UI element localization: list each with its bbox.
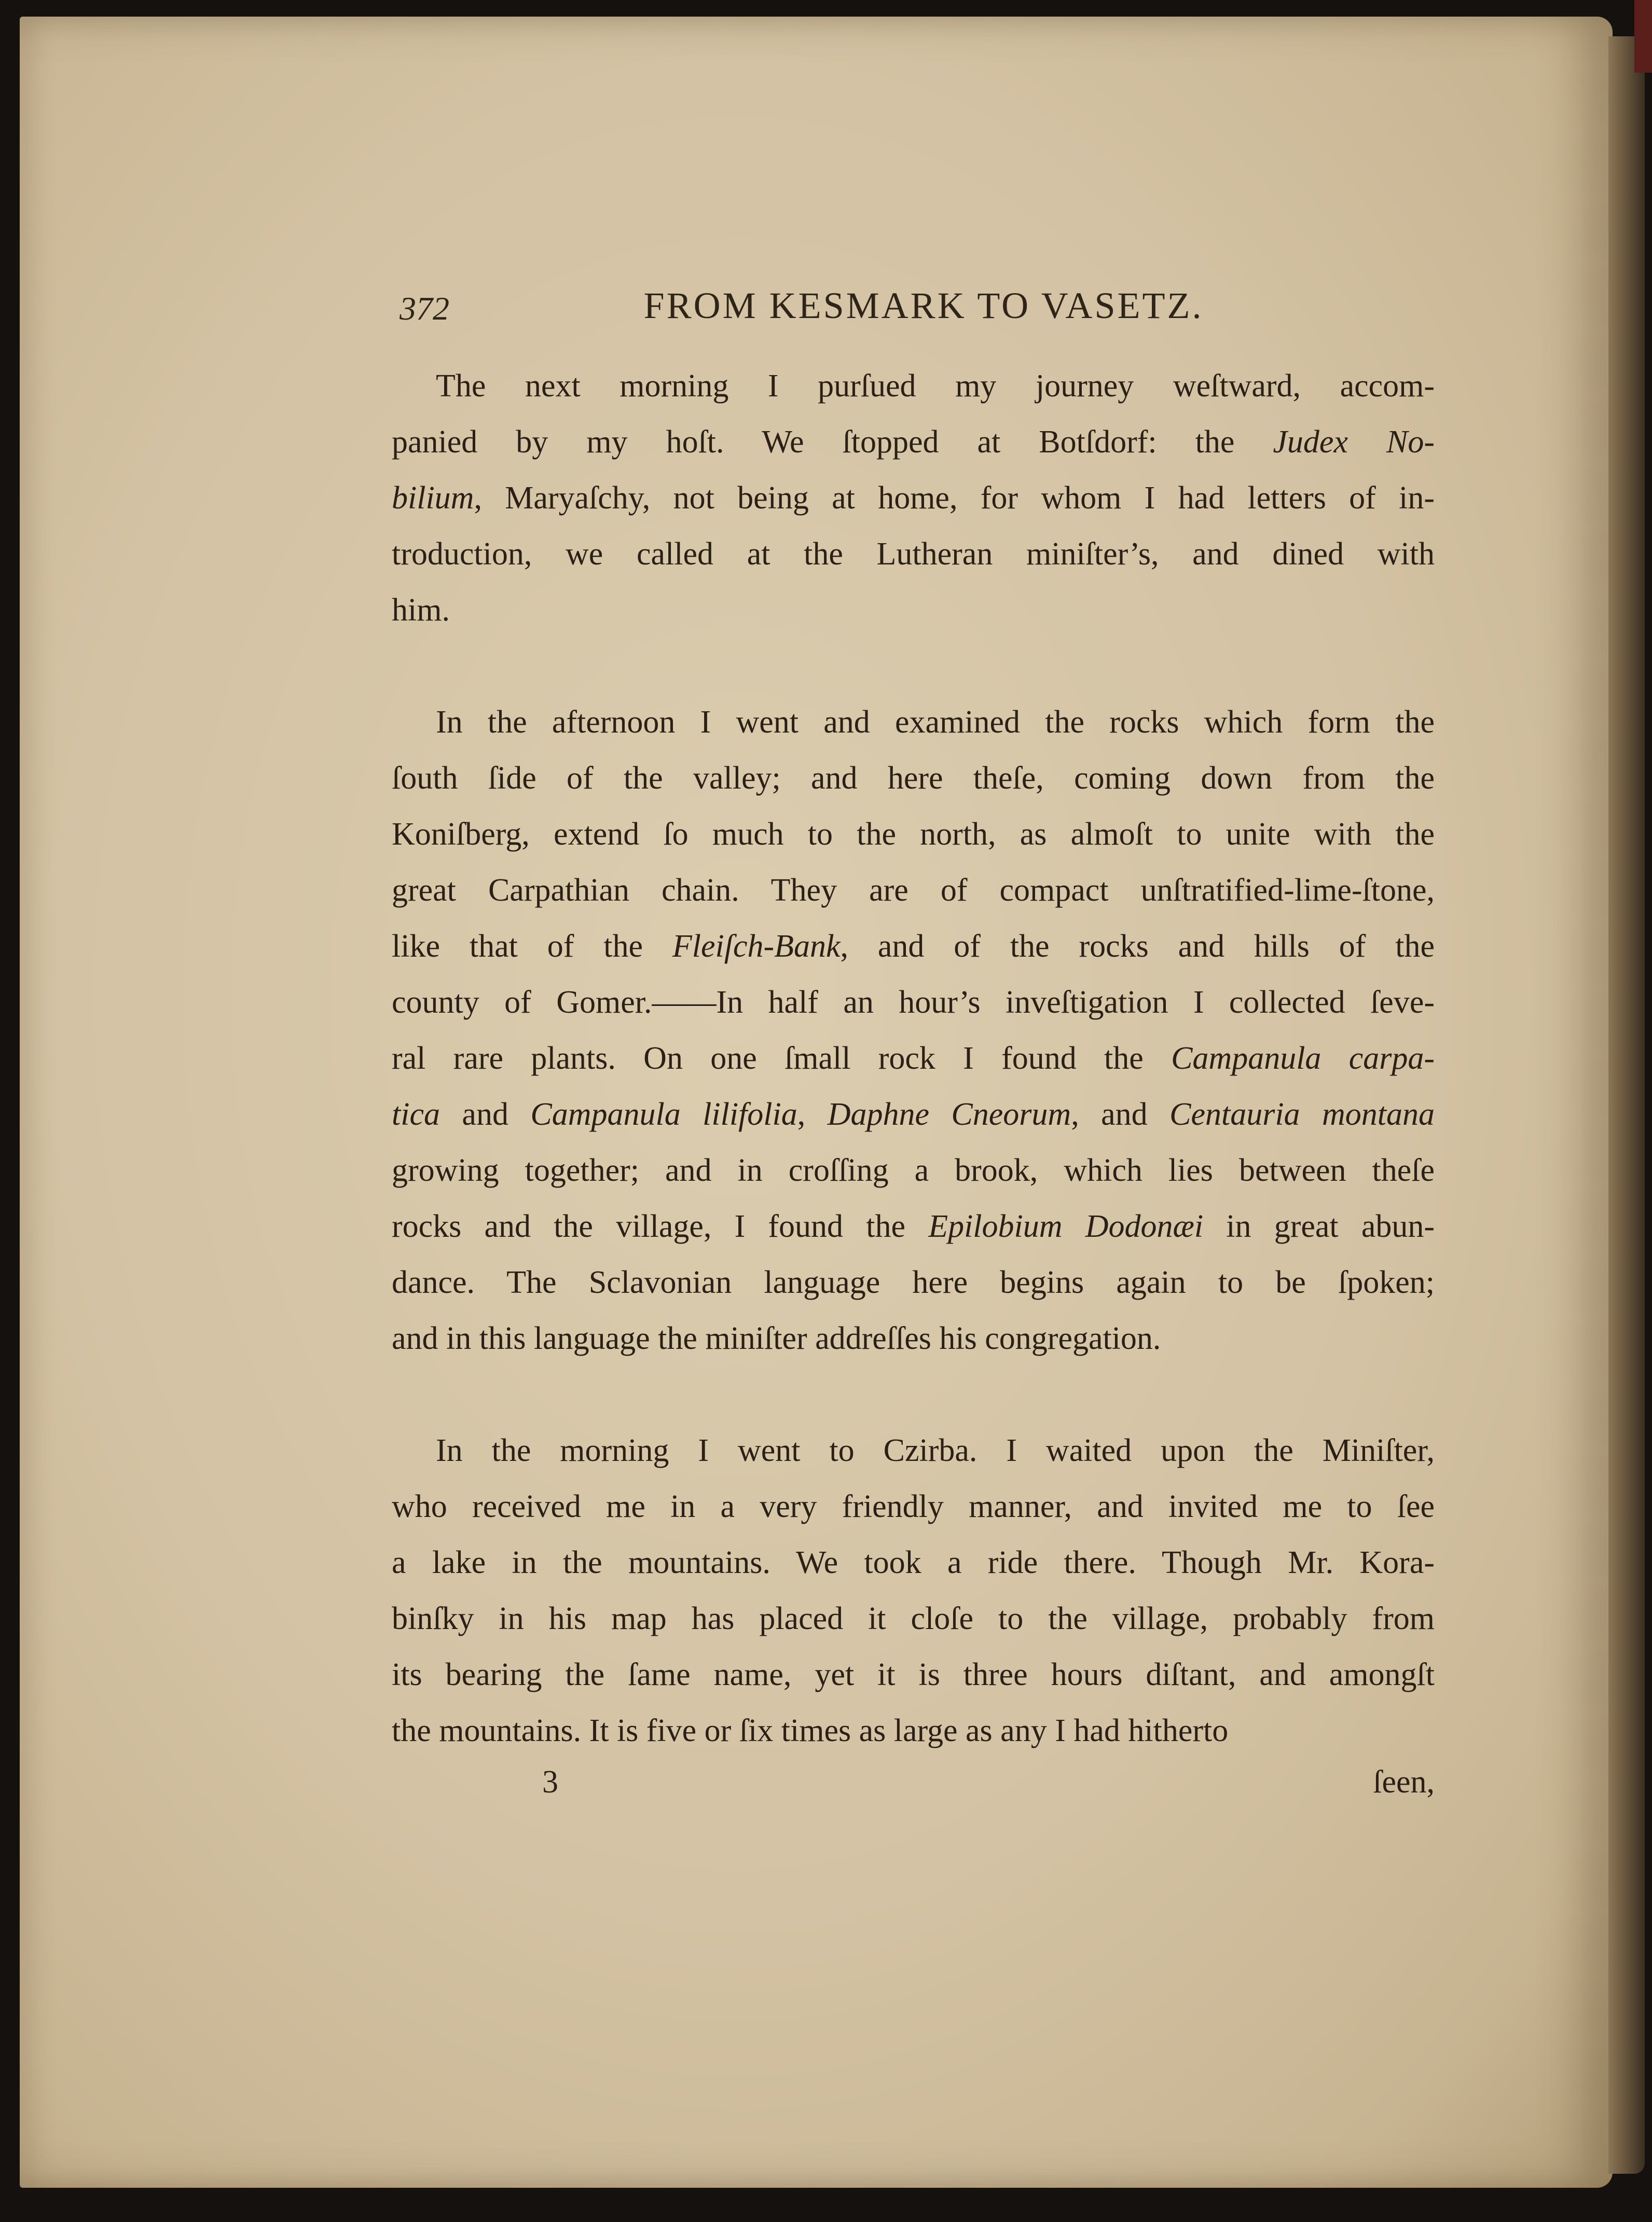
paragraph — [392, 358, 1435, 638]
italic-text: Centauria montana — [1169, 1097, 1435, 1132]
text-line: dance. The Sclavonian language here begins again to be ſpoken; — [392, 1265, 1435, 1300]
text-line: tica and Campanula lilifolia, Daphne Cneorum, and Centauria montana — [392, 1097, 1435, 1132]
italic-text: tica — [392, 1097, 440, 1132]
text-line: In the afternoon I went and examined the rocks which form the — [436, 705, 1435, 740]
italic-text: Judex No- — [1273, 424, 1435, 460]
text-line: troduction, we called at the Lutheran miniſter’s, and dined with — [392, 536, 1435, 572]
text-line: him. — [392, 592, 450, 628]
page-header — [400, 284, 1448, 341]
paragraph — [392, 1423, 1435, 1759]
italic-text: Epilobium Dodonæi — [928, 1209, 1204, 1244]
italic-text: Campanula lilifolia — [530, 1097, 797, 1132]
text-line: rocks and the village, I found the Epilobium Dodonæi in great abun- — [392, 1209, 1435, 1244]
text-line: In the morning I went to Czirba. I waited upon the Miniſter, — [436, 1433, 1435, 1468]
text-line: binſky in his map has placed it cloſe to the village, probably from — [392, 1601, 1435, 1636]
text-line: growing together; and in croſſing a brook, which lies between theſe — [392, 1153, 1435, 1188]
page-footer — [392, 1764, 1435, 1816]
signature-mark: 3 — [542, 1764, 558, 1800]
text-line: great Carpathian chain. They are of compact unſtratified-lime-ſtone, — [392, 873, 1435, 908]
page-number: 372 — [400, 290, 449, 327]
text-line: and in this language the miniſter addreſſes his congregation. — [392, 1321, 1161, 1356]
binding-edge — [1634, 0, 1652, 73]
text-line: ſouth ſide of the valley; and here theſe, coming down from the — [392, 761, 1435, 796]
text-line: like that of the Fleiſch-Bank, and of the rocks and hills of the — [392, 929, 1435, 964]
text-line: The next morning I purſued my journey weſtward, accom- — [436, 368, 1435, 404]
text-line: bilium, Maryaſchy, not being at home, for whom I had letters of in- — [392, 480, 1435, 516]
body-text — [392, 358, 1435, 1759]
italic-text: Campanula carpa- — [1171, 1041, 1435, 1076]
page-edge — [1608, 36, 1645, 2174]
italic-text: Fleiſch-Bank — [672, 929, 841, 964]
text-line: a lake in the mountains. We took a ride there. Though Mr. Kora- — [392, 1545, 1435, 1580]
paragraph — [392, 694, 1435, 1367]
text-line: the mountains. It is five or ſix times as large as any I had hitherto — [392, 1713, 1229, 1748]
catchword: ſeen, — [1373, 1764, 1435, 1800]
italic-text: bilium — [392, 480, 474, 516]
text-line: ral rare plants. On one ſmall rock I found the Campanula carpa- — [392, 1041, 1435, 1076]
text-line: Koniſberg, extend ſo much to the north, as almoſt to unite with the — [392, 817, 1435, 852]
text-line: county of Gomer.——In half an hour’s inveſtigation I collected ſeve- — [392, 985, 1435, 1020]
text-line: panied by my hoſt. We ſtopped at Botſdorf: the Judex No- — [392, 424, 1435, 460]
text-line: its bearing the ſame name, yet it is three hours diſtant, and amongſt — [392, 1657, 1435, 1692]
italic-text: Daphne Cneorum — [827, 1097, 1071, 1132]
running-title: FROM KESMARK TO VASETZ. — [643, 285, 1204, 326]
text-line: who received me in a very friendly manner, and invited me to ſee — [392, 1489, 1435, 1524]
